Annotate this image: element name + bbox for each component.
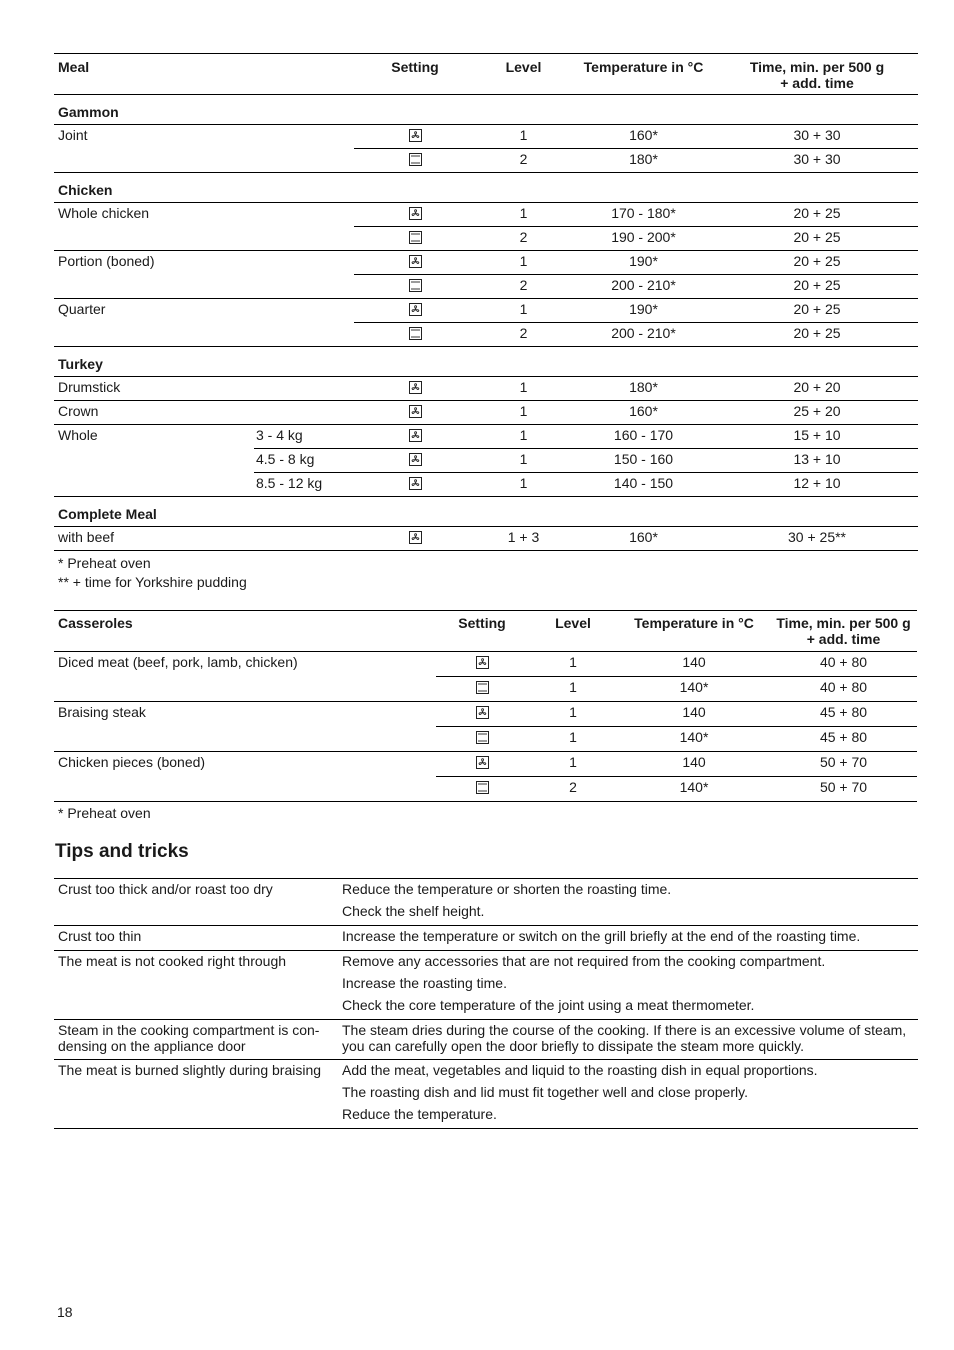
remedy-cell	[340, 926, 918, 951]
level-cell: 1	[476, 299, 571, 323]
level-cell: 1	[476, 401, 571, 425]
setting-cell	[354, 125, 476, 149]
setting-cell	[354, 425, 476, 449]
hot-air-fan-icon	[409, 129, 422, 142]
temperature-cell: 160*	[571, 527, 716, 551]
table-row	[54, 299, 918, 323]
header-setting: Setting	[391, 59, 439, 75]
temperature-cell: 190*	[571, 299, 716, 323]
setting-cell	[354, 299, 476, 323]
level-cell: 1	[528, 677, 618, 702]
weight-cell	[254, 227, 354, 251]
table-row	[54, 702, 917, 727]
tip-row	[54, 879, 918, 926]
hot-air-fan-icon	[409, 429, 422, 442]
meal-cell	[54, 227, 254, 251]
top-bottom-heat-icon	[409, 153, 422, 166]
time-cell: 20 + 20	[716, 377, 918, 401]
hot-air-fan-icon	[409, 405, 422, 418]
time-cell: 13 + 10	[716, 449, 918, 473]
setting-cell	[436, 727, 528, 752]
meal-cell	[54, 677, 436, 702]
temperature-cell: 140*	[618, 727, 770, 752]
hot-air-fan-icon	[409, 381, 422, 394]
header-casseroles: Casseroles	[58, 615, 133, 631]
table-row	[54, 425, 918, 449]
temperature-cell: 140*	[618, 777, 770, 802]
hot-air-fan-icon	[476, 756, 489, 769]
setting-cell	[354, 227, 476, 251]
casseroles-table	[54, 610, 917, 802]
problem-cell: Steam in the cooking compartment is con-densing on the appliance door	[54, 1020, 340, 1060]
setting-cell	[436, 652, 528, 677]
temperature-cell: 140	[618, 702, 770, 727]
footnote-preheat: * Preheat oven	[58, 555, 151, 571]
time-cell: 30 + 30	[716, 149, 918, 173]
remedy-text: Check the core temperature of the joint using a meat thermometer.	[342, 997, 755, 1013]
remedy-text: Increase the roasting time.	[342, 975, 507, 991]
remedy-cell	[340, 951, 918, 1020]
table-row	[54, 377, 918, 401]
group-row	[54, 95, 918, 125]
table-row	[54, 727, 917, 752]
weight-cell	[254, 125, 354, 149]
level-cell: 1	[476, 425, 571, 449]
meal-cell: Chicken pieces (boned)	[54, 752, 436, 777]
meal-cell: Whole chicken	[54, 203, 254, 227]
meal-cell: Diced meat (beef, pork, lamb, chicken)	[58, 654, 298, 670]
setting-cell	[354, 473, 476, 497]
tip-row	[54, 1020, 918, 1060]
weight-cell	[254, 203, 354, 227]
setting-cell	[354, 401, 476, 425]
hot-air-fan-icon	[476, 706, 489, 719]
problem-cell: Crust too thick and/or roast too dry	[58, 881, 273, 897]
hot-air-fan-icon	[409, 477, 422, 490]
level-cell: 1	[528, 727, 618, 752]
problem-cell: Crust too thin	[54, 926, 340, 951]
top-bottom-heat-icon	[409, 279, 422, 292]
table-row	[54, 449, 918, 473]
time-cell: 45 + 80	[770, 727, 917, 752]
temperature-cell: 140 - 150	[571, 473, 716, 497]
time-cell: 15 + 10	[716, 425, 918, 449]
problem-cell: The meat is burned slightly during braising	[54, 1060, 340, 1129]
meal-cell	[54, 449, 254, 473]
meal-cell: Crown	[54, 401, 254, 425]
meal-cell: Braising steak	[54, 702, 436, 727]
time-cell: 20 + 25	[716, 251, 918, 275]
remedy-cell	[340, 1020, 918, 1060]
weight-cell	[254, 377, 354, 401]
table-row	[54, 149, 918, 173]
setting-cell	[354, 149, 476, 173]
meal-cell	[54, 323, 254, 347]
problem-cell: The meat is not cooked right through	[54, 951, 340, 1020]
remedy-cell	[340, 1060, 918, 1129]
setting-cell	[436, 702, 528, 727]
weight-cell	[254, 299, 354, 323]
group-title: Turkey	[54, 347, 918, 377]
header-meal: Meal	[58, 59, 90, 75]
level-cell: 2	[476, 227, 571, 251]
time-cell: 45 + 80	[770, 702, 917, 727]
group-row	[54, 173, 918, 203]
time-cell: 20 + 25	[716, 227, 918, 251]
setting-cell	[354, 203, 476, 227]
hot-air-fan-icon	[409, 303, 422, 316]
meal-cell	[54, 777, 436, 802]
level-cell: 1	[476, 449, 571, 473]
level-cell: 2	[528, 777, 618, 802]
hot-air-fan-icon	[409, 453, 422, 466]
table-row	[54, 251, 918, 275]
level-cell: 1	[528, 752, 618, 777]
temperature-cell: 140	[682, 654, 706, 670]
page-content	[54, 53, 918, 1129]
table-row	[54, 323, 918, 347]
meal-cell: Quarter	[54, 299, 254, 323]
hot-air-fan-icon	[409, 255, 422, 268]
table-row	[54, 275, 918, 299]
header-level: Level	[555, 615, 591, 631]
temperature-cell: 140*	[618, 677, 770, 702]
temperature-cell: 190*	[571, 251, 716, 275]
header-temperature: Temperature in °C	[634, 615, 754, 631]
level-cell: 1 + 3	[476, 527, 571, 551]
weight-cell	[254, 401, 354, 425]
meal-cell	[54, 275, 254, 299]
level-cell: 2	[476, 149, 571, 173]
weight-cell	[254, 251, 354, 275]
remedy-cell	[340, 879, 918, 926]
hot-air-fan-icon	[409, 207, 422, 220]
tips-table	[54, 878, 918, 1129]
temperature-cell: 190 - 200*	[571, 227, 716, 251]
temperature-cell: 180*	[571, 377, 716, 401]
time-cell: 30 + 30	[716, 125, 918, 149]
temperature-cell: 140	[618, 752, 770, 777]
section-title: Tips and tricks	[55, 841, 189, 862]
top-bottom-heat-icon	[476, 781, 489, 794]
header-time: Time, min. per 500 g + add. time	[749, 59, 885, 91]
temperature-cell: 200 - 210*	[571, 323, 716, 347]
remedy-text: The steam dries during the course of the cooking. If there is an excessive volume of steam, you can carefully open the door briefly to dissipate the steam more quickly.	[342, 1022, 907, 1054]
table-row	[54, 677, 917, 702]
top-bottom-heat-icon	[409, 327, 422, 340]
temperature-cell: 170 - 180*	[571, 203, 716, 227]
level-cell: 1	[476, 203, 571, 227]
remedy-text: Remove any accessories that are not required from the cooking compartment.	[342, 953, 826, 969]
table-row	[54, 473, 918, 497]
top-bottom-heat-icon	[476, 731, 489, 744]
header-time: Time, min. per 500 g + add. time	[776, 615, 911, 647]
group-title: Chicken	[54, 173, 918, 203]
time-cell: 30 + 25**	[716, 527, 918, 551]
header-temperature: Temperature in °C	[583, 59, 704, 75]
hot-air-fan-icon	[409, 531, 422, 544]
meal-cell	[54, 727, 436, 752]
setting-cell	[436, 777, 528, 802]
setting-cell	[354, 377, 476, 401]
temperature-cell: 180*	[571, 149, 716, 173]
hot-air-fan-icon	[476, 656, 489, 669]
group-row	[54, 347, 918, 377]
time-cell: 25 + 20	[716, 401, 918, 425]
temperature-cell: 150 - 160	[571, 449, 716, 473]
time-cell: 20 + 25	[716, 299, 918, 323]
group-row	[54, 497, 918, 527]
meal-cell	[54, 473, 254, 497]
time-cell: 50 + 70	[770, 752, 917, 777]
top-bottom-heat-icon	[409, 231, 422, 244]
meal-cell: Joint	[54, 125, 254, 149]
table-row	[54, 777, 917, 802]
temperature-cell: 160 - 170	[571, 425, 716, 449]
weight-cell	[254, 527, 354, 551]
time-cell: 20 + 25	[716, 275, 918, 299]
weight-cell: 8.5 - 12 kg	[254, 473, 354, 497]
header-level: Level	[505, 59, 542, 75]
time-cell: 12 + 10	[716, 473, 918, 497]
meal-cell	[54, 149, 254, 173]
table-row	[54, 227, 918, 251]
meal-cell: with beef	[54, 527, 254, 551]
top-bottom-heat-icon	[476, 681, 489, 694]
weight-cell: 4.5 - 8 kg	[254, 449, 354, 473]
tip-row	[54, 926, 918, 951]
level-cell: 1	[476, 251, 571, 275]
level-cell: 2	[476, 275, 571, 299]
time-cell: 40 + 80	[819, 654, 868, 670]
setting-cell	[436, 752, 528, 777]
tip-row	[54, 951, 918, 1020]
weight-cell	[254, 323, 354, 347]
remedy-text: Add the meat, vegetables and liquid to the roasting dish in equal proportions.	[342, 1062, 818, 1078]
weight-cell	[254, 275, 354, 299]
meal-cell: Whole	[54, 425, 254, 449]
group-title: Complete Meal	[54, 497, 918, 527]
temperature-cell: 200 - 210*	[571, 275, 716, 299]
setting-cell	[354, 527, 476, 551]
setting-cell	[354, 251, 476, 275]
footnote-yorkshire: ** + time for Yorkshire pudding	[58, 574, 247, 590]
level-cell: 1	[476, 125, 571, 149]
roasting-table	[54, 53, 918, 551]
group-title: Gammon	[58, 104, 119, 120]
setting-cell	[354, 323, 476, 347]
level-cell: 1	[476, 377, 571, 401]
level-cell: 1	[569, 654, 577, 670]
level-cell: 1	[528, 702, 618, 727]
remedy-text: Increase the temperature or switch on the grill briefly at the end of the roasting time.	[342, 928, 861, 944]
setting-cell	[354, 449, 476, 473]
table-row	[54, 527, 918, 551]
remedy-text: Check the shelf height.	[342, 903, 485, 919]
table-header-row	[54, 611, 917, 652]
remedy-text: Reduce the temperature or shorten the roasting time.	[342, 881, 672, 897]
table-row	[54, 752, 917, 777]
remedy-text: Reduce the temperature.	[342, 1106, 497, 1122]
temperature-cell: 160*	[571, 401, 716, 425]
weight-cell: 3 - 4 kg	[254, 425, 354, 449]
level-cell: 1	[476, 473, 571, 497]
time-cell: 50 + 70	[770, 777, 917, 802]
table-row	[54, 401, 918, 425]
time-cell: 20 + 25	[716, 323, 918, 347]
table-row	[54, 203, 918, 227]
setting-cell	[436, 677, 528, 702]
temperature-cell: 160*	[571, 125, 716, 149]
setting-cell	[354, 275, 476, 299]
meal-cell: Drumstick	[54, 377, 254, 401]
weight-cell	[254, 149, 354, 173]
table-row	[54, 125, 918, 149]
time-cell: 40 + 80	[770, 677, 917, 702]
time-cell: 20 + 25	[716, 203, 918, 227]
table-row	[54, 652, 917, 677]
page-number: 18	[57, 1304, 73, 1320]
level-cell: 2	[476, 323, 571, 347]
table-header-row	[54, 54, 918, 95]
meal-cell: Portion (boned)	[54, 251, 254, 275]
header-setting: Setting	[458, 615, 506, 631]
tip-row	[54, 1060, 918, 1129]
remedy-text: The roasting dish and lid must fit together well and close properly.	[342, 1084, 748, 1100]
footnote-preheat: * Preheat oven	[58, 805, 151, 821]
